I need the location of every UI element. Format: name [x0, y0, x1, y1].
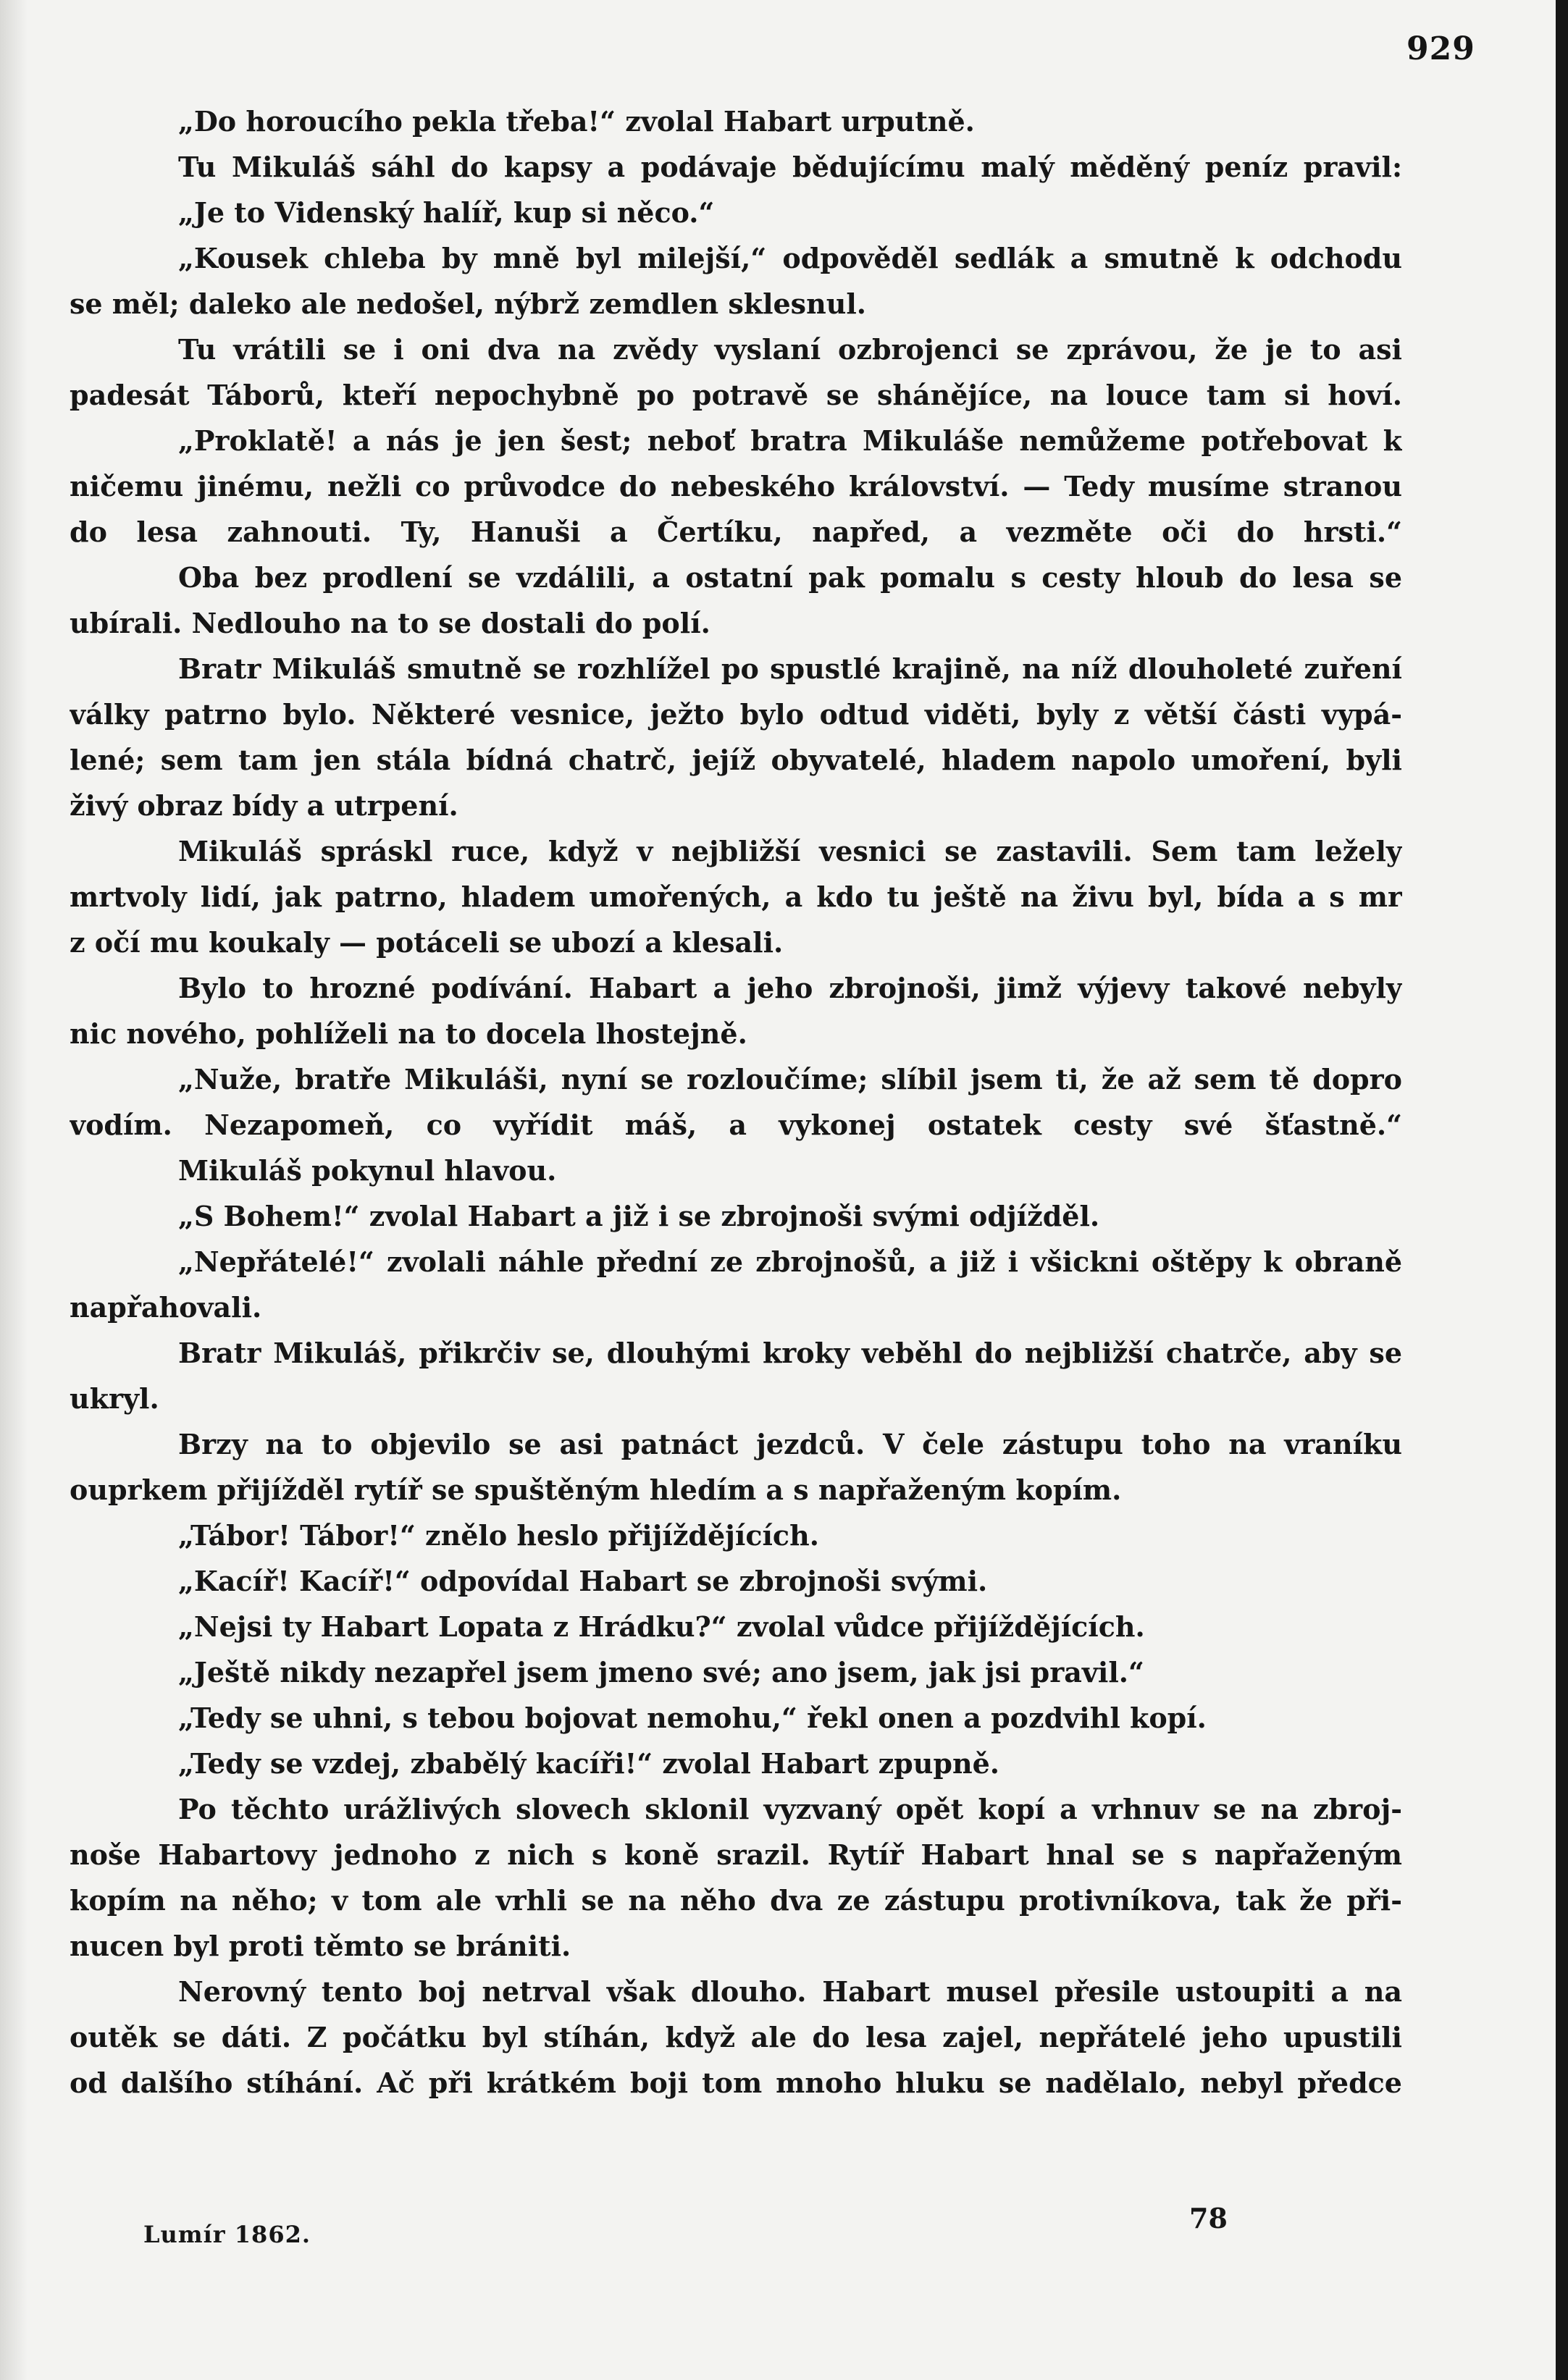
text-line: Bylo to hrozné podívání. Habart a jeho zbrojnoši, jimž výjevy takové nebyly — [178, 972, 1402, 1004]
text-line: „Tedy se uhni, s tebou bojovat nemohu,“ řekl onen a pozdvihl kopí. — [178, 1702, 1207, 1734]
text-line: noše Habartovy jednoho z nich s koně srazil. Rytíř Habart hnal se s napřaženým — [70, 1838, 1402, 1871]
page-left-shadow — [0, 0, 28, 2380]
text-line: se měl; daleko ale nedošel, nýbrž zemdlen sklesnul. — [70, 287, 866, 320]
text-line: ničemu jinému, nežli co průvodce do nebeského království. — Tedy musíme stranou — [70, 470, 1402, 503]
text-line: „Nuže, bratře Mikuláši, nyní se rozloučíme; slíbil jsem ti, že až sem tě dopro — [178, 1063, 1402, 1096]
text-line: do lesa zahnouti. Ty, Hanuši a Čertíku, napřed, a vezměte oči do hrsti.“ — [70, 516, 1402, 548]
journal-footer: Lumír 1862. — [143, 2221, 311, 2248]
text-line: napřahovali. — [70, 1291, 262, 1324]
text-line: vodím. Nezapomeň, co vyřídit máš, a vykonej ostatek cesty své šťastně.“ — [70, 1109, 1402, 1141]
page-number: 929 — [1406, 30, 1475, 67]
text-line: ubírali. Nedlouho na to se dostali do polí. — [70, 607, 710, 639]
text-line: kopím na něho; v tom ale vrhli se na něho dva ze zástupu protivníkova, tak že při- — [70, 1884, 1402, 1917]
text-line: „Kousek chleba by mně byl milejší,“ odpověděl sedlák a smutně k odchodu — [178, 242, 1402, 274]
text-line: od dalšího stíhání. Ač při krátkém boji tom mnoho hluku se nadělalo, nebyl předce — [70, 2066, 1402, 2099]
text-line: nic nového, pohlíželi na to docela lhostejně. — [70, 1017, 747, 1050]
text-line: ouprkem přijížděl rytíř se spuštěným hledím a s napřaženým kopím. — [70, 1473, 1122, 1506]
text-line: živý obraz bídy a utrpení. — [70, 789, 458, 822]
text-line: Tu vrátili se i oni dva na zvědy vyslaní ozbrojenci se zprávou, že je to asi — [178, 333, 1402, 366]
article-text — [70, 98, 1402, 2106]
text-line: „Nejsi ty Habart Lopata z Hrádku?“ zvolal vůdce přijíždějících. — [178, 1610, 1145, 1643]
sheet-number: 78 — [1189, 2202, 1228, 2234]
text-line: Mikuláš spráskl ruce, když v nejbližší vesnici se zastavili. Sem tam ležely — [178, 835, 1402, 867]
text-line: „Nepřátelé!“ zvolali náhle přední ze zbrojnošů, a již i všickni oštěpy k obraně — [178, 1245, 1402, 1278]
text-line: „Je to Videnský halíř, kup si něco.“ — [178, 196, 715, 229]
scan-edge-border — [1556, 0, 1568, 2380]
text-line: Brzy na to objevilo se asi patnáct jezdců. V čele zástupu toho na vraníku — [178, 1428, 1402, 1460]
text-line: Mikuláš pokynul hlavou. — [178, 1154, 557, 1187]
text-line: Nerovný tento boj netrval však dlouho. Habart musel přesile ustoupiti a na — [178, 1975, 1402, 2008]
text-line: „Ještě nikdy nezapřel jsem jmeno své; ano jsem, jak jsi pravil.“ — [178, 1656, 1144, 1689]
text-line: nucen byl proti těmto se brániti. — [70, 1930, 571, 1962]
text-line: Tu Mikuláš sáhl do kapsy a podávaje bědujícímu malý měděný peníz pravil: — [178, 151, 1402, 183]
text-line: „Tábor! Tábor!“ znělo heslo přijíždějících. — [178, 1519, 819, 1552]
text-line: Po těchto urážlivých slovech sklonil vyzvaný opět kopí a vrhnuv se na zbroj- — [178, 1793, 1402, 1825]
text-line: padesát Táborů, kteří nepochybně po potravě se shánějíce, na louce tam si hoví. — [70, 379, 1402, 411]
text-line: „Kacíř! Kacíř!“ odpovídal Habart se zbrojnoši svými. — [178, 1565, 988, 1597]
text-line: „Tedy se vzdej, zbabělý kacíři!“ zvolal Habart zpupně. — [178, 1747, 999, 1780]
text-line: ukryl. — [70, 1382, 159, 1415]
text-line: Oba bez prodlení se vzdálili, a ostatní pak pomalu s cesty hloub do lesa se — [178, 561, 1402, 594]
text-line: „S Bohem!“ zvolal Habart a již i se zbrojnoši svými odjížděl. — [178, 1200, 1100, 1232]
text-line: Bratr Mikuláš smutně se rozhlížel po spustlé krajině, na níž dlouholeté zuření — [178, 652, 1402, 685]
text-line: „Do horoucího pekla třeba!“ zvolal Habart urputně. — [178, 105, 975, 138]
text-line: Bratr Mikuláš, přikrčiv se, dlouhými kroky veběhl do nejbližší chatrče, aby se — [178, 1337, 1402, 1369]
text-line: mrtvoly lidí, jak patrno, hladem umořených, a kdo tu ještě na živu byl, bída a s mr — [70, 880, 1402, 913]
text-line: lené; sem tam jen stála bídná chatrč, jejíž obyvatelé, hladem napolo umoření, byli — [70, 744, 1402, 776]
text-line: války patrno bylo. Některé vesnice, ježto bylo odtud viděti, byly z větší části vypá- — [70, 698, 1402, 731]
text-line: „Proklatě! a nás je jen šest; neboť bratra Mikuláše nemůžeme potřebovat k — [178, 424, 1402, 457]
text-line: outěk se dáti. Z počátku byl stíhán, když ale do lesa zajel, nepřátelé jeho upustili — [70, 2021, 1402, 2053]
text-line: z očí mu koukaly — potáceli se ubozí a klesali. — [70, 926, 784, 959]
